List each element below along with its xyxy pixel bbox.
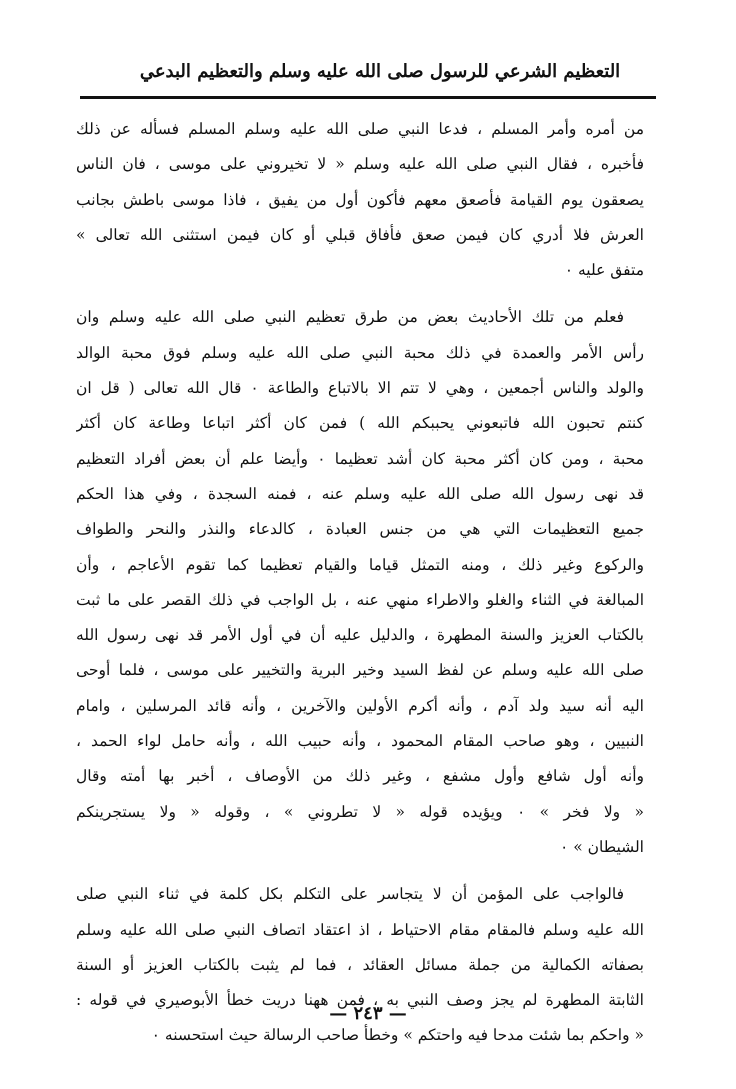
text-line: جميع التعظيمات التي هي من جنس العبادة ، كالدعاء والنذر والنحر والطواف	[76, 520, 644, 539]
text-line: العرش فلا أدري كان فيمن صعق فأفاق قبلي أو كان فيمن استثنى الله تعالى »	[76, 225, 644, 244]
text-line: وأنه أول شافع وأول مشفع ، وغير ذلك من الأوصاف ، أخبر بها أمته وقال	[76, 767, 644, 786]
paragraph	[76, 300, 644, 865]
text-line: الله عليه وسلم فالمقام مقام الاحتياط ، اذ اعتقاد اتصاف النبي صلى الله عليه وسلم	[76, 920, 644, 939]
text-line: الثابتة المطهرة لم يجز وصف النبي به ، فمن ههنا دريت خطأ الأبوصيري في قوله :	[76, 991, 644, 1010]
text-line: الشيطان » ٠	[559, 837, 644, 856]
page-number: — ٢٤٣ —	[329, 1003, 407, 1024]
text-line: والركوع وغير ذلك ، ومنه التمثل قياما والقيام تعظيما كما تقوم الأعاجم ، وأن	[76, 555, 644, 574]
paragraph-gap	[76, 288, 644, 300]
text-line: فالواجب على المؤمن أن لا يتجاسر على التكلم بكل كلمة في ثناء النبي صلى	[76, 885, 624, 904]
text-line: رأس الأمر والعمدة في ذلك محبة النبي صلى الله عليه وسلم فوق محبة الوالد	[76, 343, 644, 362]
text-line: قد نهى رسول الله صلى الله عليه وسلم عنه ، فمنه السجدة ، وفي هذا الحكم	[76, 484, 644, 503]
text-line: اليه أنه سيد ولد آدم ، وأنه أكرم الأولين والآخرين ، وأنه قائد المرسلين ، وامام	[76, 696, 644, 715]
text-line: صلى الله عليه وسلم عن لفظ السيد وخير البرية والتخيير على موسى ، فلما أوحى	[76, 661, 644, 680]
text-line: فأخبره ، فقال النبي صلى الله عليه وسلم « لا تخيروني على موسى ، فان الناس	[76, 155, 644, 174]
text-line: من أمره وأمر المسلم ، فدعا النبي صلى الله عليه وسلم المسلم فسأله عن ذلك	[76, 120, 644, 138]
text-line: متفق عليه ٠	[564, 261, 644, 280]
running-header: التعظيم الشرعي للرسول صلى الله عليه وسلم والتعظيم البدعي	[139, 61, 621, 82]
text-line: يصعقون يوم القيامة فأصعق معهم فأكون أول من يفيق ، فاذا موسى باطش بجانب	[76, 190, 644, 209]
text-line: فعلم من تلك الأحاديث بعض من طرق تعظيم النبي صلى الله عليه وسلم وان	[76, 308, 624, 327]
text-line: بالكتاب العزيز والسنة المطهرة ، والدليل عليه أن في أول الأمر قد نهى رسول الله	[76, 626, 644, 645]
text-line: بصفاته الكمالية من جملة مسائل العقائد ، فما لم يثبت بالكتاب العزيز أو السنة	[76, 955, 644, 974]
text-line: « واحكم بما شئت مدحا فيه واحتكم » وخطأ صاحب الرسالة حيث استحسنه ٠	[151, 1026, 644, 1045]
text-line: « ولا فخر » ٠ ويؤيده قوله « لا تطروني » ، وقوله « ولا يستجرينكم	[76, 802, 644, 821]
paragraph-gap	[76, 865, 644, 877]
body-text	[76, 112, 644, 1054]
text-line: محبة ، ومن كان أكثر محبة كان أشد تعظيما ٠ وأيضا علم أن بعض أفراد التعظيم	[76, 449, 644, 468]
text-line: المبالغة في الثناء والغلو والاطراء منهي عنه ، بل الواجب في ذلك القصر على ما ثبت	[76, 590, 644, 609]
header-rule	[80, 96, 656, 99]
paragraph	[76, 112, 644, 288]
text-line: كنتم تحبون الله فاتبعوني يحببكم الله ) فمن كان أكثر اتباعا وطاعة كان أكثر	[76, 414, 644, 433]
text-line: النبيين ، وهو صاحب المقام المحمود ، وأنه حبيب الله ، وأنه حامل لواء الحمد ،	[76, 732, 644, 751]
text-line: والولد والناس أجمعين ، وهي لا تتم الا بالاتباع والطاعة ٠ قال الله تعالى ( قل ان	[76, 379, 644, 398]
